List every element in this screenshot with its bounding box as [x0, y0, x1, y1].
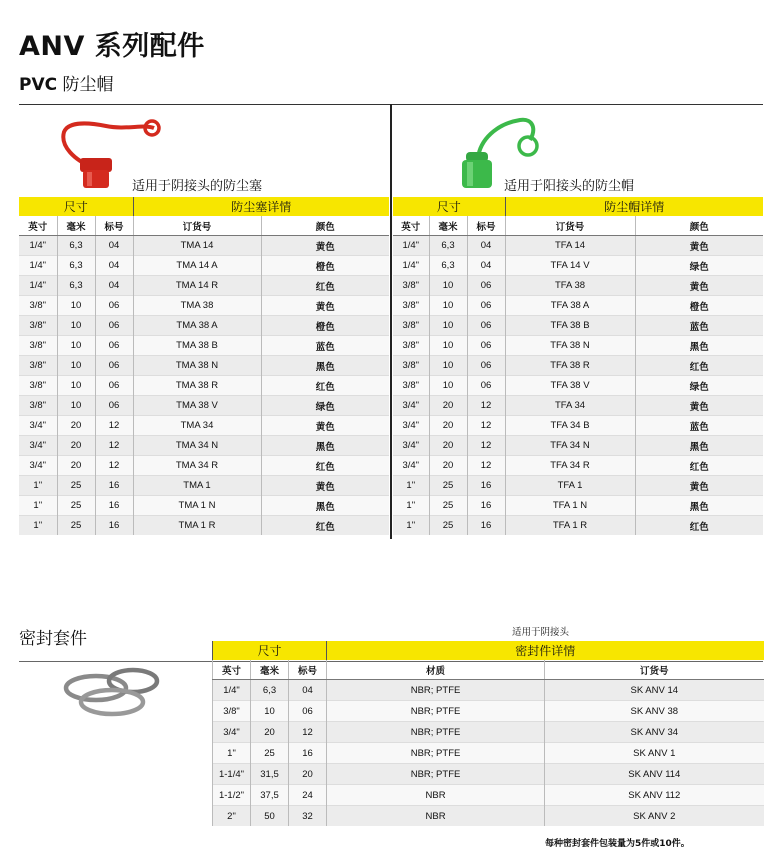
table-row [213, 743, 764, 764]
table-row [19, 496, 389, 516]
cell-inch: 1/4" [19, 256, 57, 276]
cell-mm: 10 [429, 276, 467, 296]
cell-order-no: TFA 38 R [505, 356, 635, 376]
cell-material: NBR; PTFE [327, 764, 545, 785]
cell-order-no: TMA 34 R [133, 456, 261, 476]
cell-dash: 06 [467, 376, 505, 396]
cell-color: 蓝色 [635, 416, 763, 436]
table-row [393, 436, 763, 456]
cell-color: 黄色 [635, 276, 763, 296]
cell-color: 红色 [261, 456, 389, 476]
cell-order-no: TMA 14 [133, 236, 261, 256]
cell-inch: 1/4" [393, 256, 429, 276]
cell-dash: 16 [95, 516, 133, 536]
cell-inch: 1/4" [19, 276, 57, 296]
table-row [213, 722, 764, 743]
cell-mm: 50 [251, 806, 289, 827]
cell-color: 红色 [635, 516, 763, 536]
cell-color: 橙色 [261, 256, 389, 276]
table-row [19, 296, 389, 316]
cell-color: 红色 [635, 456, 763, 476]
size-header: 尺寸 [19, 197, 133, 216]
cell-inch: 3/8" [213, 701, 251, 722]
col-header-order-no: 订货号 [505, 216, 635, 236]
cell-dash: 06 [467, 276, 505, 296]
cell-dash: 12 [467, 436, 505, 456]
cell-color: 绿色 [261, 396, 389, 416]
cell-mm: 20 [429, 436, 467, 456]
cell-dash: 16 [289, 743, 327, 764]
cell-inch: 1" [19, 476, 57, 496]
cell-mm: 25 [57, 516, 95, 536]
cell-inch: 1" [393, 476, 429, 496]
cell-dash: 12 [467, 456, 505, 476]
cell-mm: 20 [57, 416, 95, 436]
cell-color: 黄色 [635, 396, 763, 416]
cell-order-no: TFA 34 [505, 396, 635, 416]
cell-inch: 3/8" [393, 296, 429, 316]
cell-mm: 25 [429, 496, 467, 516]
cell-dash: 06 [95, 316, 133, 336]
cell-mm: 20 [429, 396, 467, 416]
cell-order-no: TFA 1 N [505, 496, 635, 516]
cell-color: 蓝色 [261, 336, 389, 356]
cell-inch: 3/8" [393, 376, 429, 396]
cell-mm: 20 [57, 436, 95, 456]
center-divider [390, 104, 392, 539]
cell-color: 黑色 [261, 496, 389, 516]
cell-color: 红色 [261, 276, 389, 296]
seal-kit-table [212, 641, 764, 826]
cell-mm: 20 [251, 722, 289, 743]
cell-order-no: TFA 38 N [505, 336, 635, 356]
col-header-inch: 英寸 [19, 216, 57, 236]
cell-dash: 24 [289, 785, 327, 806]
cell-color: 黑色 [635, 436, 763, 456]
cell-dash: 06 [467, 296, 505, 316]
cell-inch: 2" [213, 806, 251, 827]
cell-inch: 3/4" [19, 436, 57, 456]
cell-mm: 31,5 [251, 764, 289, 785]
cell-mm: 25 [57, 496, 95, 516]
cell-order-no: SK ANV 2 [545, 806, 764, 827]
cell-mm: 6,3 [57, 236, 95, 256]
size-header: 尺寸 [213, 641, 327, 660]
table-row [19, 476, 389, 496]
left-caption: 适用于阴接头的防尘塞 [132, 179, 263, 194]
cell-mm: 10 [429, 356, 467, 376]
table-row [393, 516, 763, 536]
cell-color: 黑色 [261, 356, 389, 376]
cell-order-no: SK ANV 112 [545, 785, 764, 806]
cell-inch: 1/4" [393, 236, 429, 256]
table-row [19, 416, 389, 436]
cell-dash: 32 [289, 806, 327, 827]
table-row [19, 376, 389, 396]
cell-dash: 16 [95, 476, 133, 496]
col-header-mm: 毫米 [57, 216, 95, 236]
cell-dash: 12 [467, 396, 505, 416]
cell-order-no: SK ANV 38 [545, 701, 764, 722]
cell-order-no: TFA 38 V [505, 376, 635, 396]
cell-dash: 04 [467, 256, 505, 276]
cell-color: 黑色 [635, 496, 763, 516]
cell-material: NBR [327, 785, 545, 806]
cell-inch: 3/8" [19, 376, 57, 396]
cell-material: NBR; PTFE [327, 701, 545, 722]
cell-color: 黄色 [635, 236, 763, 256]
cell-mm: 25 [57, 476, 95, 496]
cell-dash: 04 [95, 236, 133, 256]
cell-dash: 16 [467, 476, 505, 496]
cell-mm: 20 [57, 456, 95, 476]
cell-order-no: TFA 38 B [505, 316, 635, 336]
o-ring-set-icon [60, 664, 164, 722]
cell-inch: 3/8" [19, 296, 57, 316]
table-row [393, 356, 763, 376]
cell-dash: 06 [95, 356, 133, 376]
col-header-order-no: 订货号 [545, 660, 764, 680]
table-row [213, 785, 764, 806]
cell-color: 绿色 [635, 256, 763, 276]
cell-inch: 3/4" [393, 456, 429, 476]
table-row [213, 806, 764, 827]
detail-header: 密封件详情 [327, 641, 764, 660]
cell-dash: 04 [289, 680, 327, 701]
table-row [19, 456, 389, 476]
cell-mm: 10 [429, 296, 467, 316]
table-row [393, 376, 763, 396]
cell-mm: 6,3 [429, 236, 467, 256]
cell-color: 黄色 [261, 296, 389, 316]
cell-mm: 6,3 [57, 276, 95, 296]
cell-dash: 16 [467, 516, 505, 536]
cell-dash: 16 [95, 496, 133, 516]
cell-mm: 10 [57, 336, 95, 356]
table-row [19, 396, 389, 416]
col-header-dash: 标号 [95, 216, 133, 236]
col-header-mm: 毫米 [251, 660, 289, 680]
table-row [19, 336, 389, 356]
table-row [393, 316, 763, 336]
dust-cap-table [393, 197, 763, 535]
col-header-color: 颜色 [635, 216, 763, 236]
cell-color: 红色 [261, 376, 389, 396]
cell-inch: 1/4" [213, 680, 251, 701]
cell-dash: 12 [95, 416, 133, 436]
cell-color: 黄色 [261, 236, 389, 256]
cell-dash: 06 [289, 701, 327, 722]
table-row [393, 416, 763, 436]
table-row [19, 356, 389, 376]
cell-mm: 10 [429, 316, 467, 336]
cell-inch: 3/4" [213, 722, 251, 743]
cell-color: 黑色 [261, 436, 389, 456]
cell-order-no: TMA 14 A [133, 256, 261, 276]
cell-mm: 10 [57, 296, 95, 316]
cell-order-no: TMA 1 N [133, 496, 261, 516]
cell-order-no: TMA 1 [133, 476, 261, 496]
cell-inch: 3/8" [393, 276, 429, 296]
cell-color: 黄色 [635, 476, 763, 496]
cell-inch: 3/8" [19, 396, 57, 416]
cell-order-no: TMA 38 N [133, 356, 261, 376]
cell-color: 红色 [635, 356, 763, 376]
section-title-dust-caps [19, 70, 114, 95]
cell-dash: 04 [95, 256, 133, 276]
cell-inch: 1/4" [19, 236, 57, 256]
cell-inch: 3/4" [19, 416, 57, 436]
cell-mm: 10 [57, 376, 95, 396]
cell-dash: 12 [289, 722, 327, 743]
cell-order-no: TFA 34 N [505, 436, 635, 456]
cell-order-no: SK ANV 1 [545, 743, 764, 764]
cell-mm: 20 [429, 416, 467, 436]
cell-inch: 1-1/2" [213, 785, 251, 806]
cell-inch: 3/8" [19, 316, 57, 336]
cell-order-no: TFA 14 V [505, 256, 635, 276]
cell-mm: 6,3 [57, 256, 95, 276]
cell-color: 黑色 [635, 336, 763, 356]
page-title: ANV 系列配件 [19, 31, 205, 62]
table-row [213, 680, 764, 701]
cell-inch: 3/4" [393, 396, 429, 416]
col-header-mm: 毫米 [429, 216, 467, 236]
cell-inch: 3/8" [393, 336, 429, 356]
cell-inch: 1" [213, 743, 251, 764]
cell-mm: 6,3 [251, 680, 289, 701]
cell-mm: 6,3 [429, 256, 467, 276]
cell-color: 蓝色 [635, 316, 763, 336]
col-header-order-no: 订货号 [133, 216, 261, 236]
cell-dash: 20 [289, 764, 327, 785]
cell-inch: 1" [19, 516, 57, 536]
cell-inch: 3/8" [19, 356, 57, 376]
cell-order-no: TMA 38 V [133, 396, 261, 416]
table-row [19, 276, 389, 296]
table-row [393, 296, 763, 316]
cell-order-no: TFA 38 [505, 276, 635, 296]
cell-dash: 12 [95, 436, 133, 456]
cell-order-no: TFA 1 R [505, 516, 635, 536]
cell-order-no: TMA 38 [133, 296, 261, 316]
cell-order-no: SK ANV 34 [545, 722, 764, 743]
cell-mm: 10 [429, 376, 467, 396]
col-header-inch: 英寸 [393, 216, 429, 236]
section-title-seal-kits: 密封套件 [19, 629, 87, 649]
cell-material: NBR [327, 806, 545, 827]
cell-inch: 1" [393, 496, 429, 516]
col-header-color: 颜色 [261, 216, 389, 236]
table-row [19, 516, 389, 536]
cell-order-no: TFA 38 A [505, 296, 635, 316]
cell-order-no: TMA 38 B [133, 336, 261, 356]
size-header: 尺寸 [393, 197, 505, 216]
cell-material: NBR; PTFE [327, 743, 545, 764]
table-row [213, 764, 764, 785]
cell-order-no: TFA 14 [505, 236, 635, 256]
table-row [19, 236, 389, 256]
cell-color: 红色 [261, 516, 389, 536]
cell-order-no: TMA 34 [133, 416, 261, 436]
cell-mm: 37,5 [251, 785, 289, 806]
cell-color: 黄色 [261, 476, 389, 496]
table-row [19, 316, 389, 336]
cell-dash: 06 [95, 336, 133, 356]
cell-mm: 10 [429, 336, 467, 356]
table-row [393, 396, 763, 416]
cell-dash: 12 [95, 456, 133, 476]
cell-dash: 06 [95, 376, 133, 396]
cell-material: NBR; PTFE [327, 680, 545, 701]
table-row [19, 256, 389, 276]
cell-color: 黄色 [261, 416, 389, 436]
table-row [213, 701, 764, 722]
table-row [393, 456, 763, 476]
cell-inch: 3/4" [393, 436, 429, 456]
cell-order-no: TMA 34 N [133, 436, 261, 456]
detail-header: 防尘帽详情 [505, 197, 763, 216]
cell-order-no: TFA 34 B [505, 416, 635, 436]
cell-dash: 06 [95, 396, 133, 416]
cell-mm: 10 [251, 701, 289, 722]
cell-material: NBR; PTFE [327, 722, 545, 743]
detail-header: 防尘塞详情 [133, 197, 389, 216]
cell-mm: 20 [429, 456, 467, 476]
cell-dash: 06 [467, 316, 505, 336]
cell-dash: 16 [467, 496, 505, 516]
packaging-footnote: 每种密封套件包装量为5件或10件。 [545, 839, 690, 849]
cell-mm: 25 [251, 743, 289, 764]
col-header-dash: 标号 [289, 660, 327, 680]
table-row [393, 256, 763, 276]
seal-applicability-note: 适用于阴接头 [512, 627, 570, 638]
cell-dash: 06 [467, 336, 505, 356]
col-header-inch: 英寸 [213, 660, 251, 680]
cell-color: 橙色 [261, 316, 389, 336]
cell-color: 橙色 [635, 296, 763, 316]
table-row [393, 336, 763, 356]
cell-order-no: TMA 38 A [133, 316, 261, 336]
cell-mm: 25 [429, 516, 467, 536]
cell-color: 绿色 [635, 376, 763, 396]
cell-inch: 3/4" [393, 416, 429, 436]
col-header-dash: 标号 [467, 216, 505, 236]
cell-order-no: TFA 1 [505, 476, 635, 496]
table-row [393, 276, 763, 296]
table-row [19, 436, 389, 456]
cell-order-no: TFA 34 R [505, 456, 635, 476]
cell-inch: 3/8" [393, 316, 429, 336]
section-title-rest: 防尘帽 [57, 75, 114, 95]
cell-order-no: SK ANV 14 [545, 680, 764, 701]
cell-mm: 10 [57, 356, 95, 376]
cell-dash: 04 [467, 236, 505, 256]
cell-mm: 25 [429, 476, 467, 496]
section-title-bold: PVC [19, 75, 58, 95]
table-row [393, 496, 763, 516]
col-header-material: 材质 [327, 660, 545, 680]
cell-mm: 10 [57, 396, 95, 416]
cell-order-no: TMA 14 R [133, 276, 261, 296]
cell-inch: 1" [393, 516, 429, 536]
cell-inch: 1" [19, 496, 57, 516]
cell-inch: 3/4" [19, 456, 57, 476]
cell-dash: 06 [95, 296, 133, 316]
cell-mm: 10 [57, 316, 95, 336]
cell-dash: 04 [95, 276, 133, 296]
cell-order-no: TMA 1 R [133, 516, 261, 536]
cell-inch: 3/8" [19, 336, 57, 356]
cell-dash: 06 [467, 356, 505, 376]
cell-inch: 3/8" [393, 356, 429, 376]
right-caption: 适用于阳接头的防尘帽 [504, 179, 635, 194]
table-row [393, 476, 763, 496]
table-row [393, 236, 763, 256]
cell-dash: 12 [467, 416, 505, 436]
cell-inch: 1-1/4" [213, 764, 251, 785]
cell-order-no: SK ANV 114 [545, 764, 764, 785]
dust-plug-table [19, 197, 389, 535]
cell-order-no: TMA 38 R [133, 376, 261, 396]
